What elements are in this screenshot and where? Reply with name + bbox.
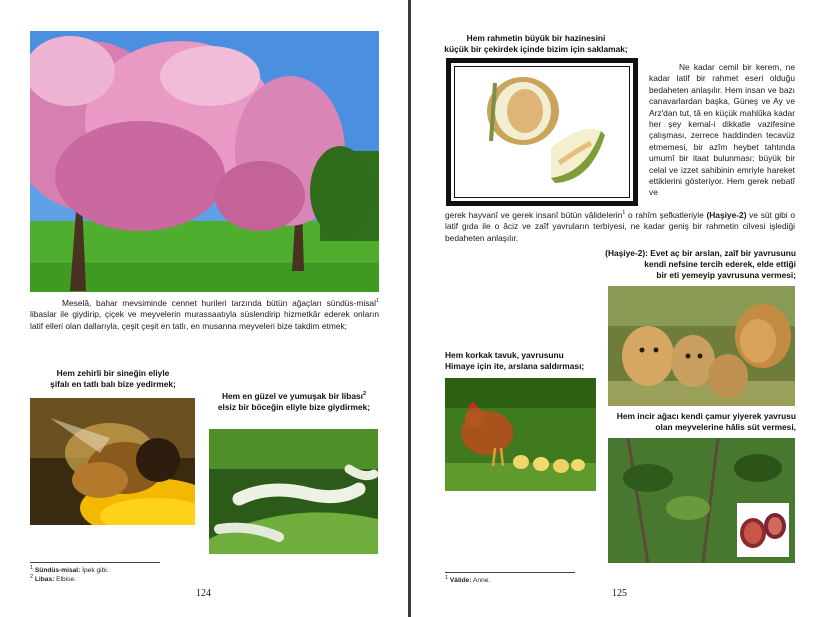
mercy-paragraph-full-b: o rahîm şefkatleriyle <box>625 210 707 220</box>
bee-caption-line1: Hem zehirli bir sineğin eliyle <box>56 368 170 378</box>
footnote-1-text: İpek gibi. <box>80 567 109 574</box>
hen-chicks-photo <box>445 378 596 491</box>
footnote-rule-left <box>30 562 160 563</box>
spring-paragraph <box>30 298 379 332</box>
silkworm-photo <box>209 429 378 554</box>
footnote-ref-2[interactable]: 2 <box>362 391 367 398</box>
footnote-rule-right <box>445 572 575 573</box>
footnote-valide-text: Anne. <box>471 577 491 584</box>
spring-paragraph-text-a: Meselâ, bahar mevsiminde cennet hurileri tarzında bütün ağaçları sündüs-misal <box>62 298 376 308</box>
blossom-trees-photo <box>30 31 379 292</box>
bee-caption <box>28 368 198 390</box>
left-page <box>0 0 408 617</box>
mercy-paragraph-column-text: Ne kadar cemil bir kerem, ne kadar latif bir rahmet eseri olduğu bedaheten anlaşılır. Hem insan ve bazı canavarlardan başka, Güneş ve Ay ve Arz'dan tut, tâ en küçük mahlûka kadar her şey kemal-i dikkatle vazifesine çalışması, zerrece haddinden tecavüz etmemesi, bir azîm heybet tahtında umumî bir itaat bulunması; büyük bir celal ve izzet sahibinin emriyle hareket ettiklerini gösteriyor. Hem gerek nebatî ve <box>649 62 795 198</box>
bee-photo <box>30 398 195 525</box>
footnote-2-mark: 2 <box>30 573 34 580</box>
melon-photo <box>451 63 633 201</box>
seed-caption <box>431 33 641 55</box>
silkworm-caption-line1-text: Hem en güzel ve yumuşak bir libası <box>221 391 363 401</box>
footnote-valide-mark: 1 <box>445 574 449 581</box>
fig-caption-line1: Hem incir ağacı kendi çamur yiyerek yavrusu <box>616 411 796 421</box>
lion-caption-line2: kendi nefsine tercih ederek, elde ettiği <box>644 259 796 270</box>
silkworm-caption-line2: elsiz bir böceğin eliyle bize giydirmek; <box>217 402 371 413</box>
hen-caption-line1: Hem korkak tavuk, yavrusunu <box>445 350 564 360</box>
hasiye-2-ref[interactable]: (Haşiye-2) <box>706 210 747 220</box>
fig-caption-line2: olan meyvelerine hâlis süt vermesi, <box>655 422 796 433</box>
spring-paragraph-text-b: libaslar ile giydirip, çiçek ve meyvelerin murassaatıyla süslendirip hizmetkâr ederek onların latif elleri olan dallarıyla, çeşit çeşit en tatlı, en musanna meyveleri bize takdim etmek; <box>30 309 379 331</box>
hen-caption <box>445 350 615 372</box>
lion-caption-line1: (Haşiye-2): Evet aç bir arslan, zaîf bir yavrusunu <box>605 248 796 258</box>
footnote-1-right <box>445 576 490 585</box>
silkworm-caption <box>210 391 378 413</box>
page-number-right: 125 <box>612 588 627 599</box>
footnote-1-term: Sündüs-misal: <box>34 567 81 574</box>
page-number-left: 124 <box>196 588 211 599</box>
footnote-1-left <box>30 566 109 575</box>
lion-caption <box>591 248 796 282</box>
mercy-paragraph-full-a: gerek hayvanî ve gerek insanî bütün vâlidelerin <box>445 210 623 220</box>
seed-caption-line2: küçük bir çekirdek içinde bizim için saklamak; <box>444 44 628 55</box>
footnote-2-text: Elbise. <box>54 576 76 583</box>
footnote-ref-valide[interactable]: 1 <box>622 210 626 217</box>
lions-photo <box>608 286 795 406</box>
silkworm-caption-line1 <box>210 391 378 402</box>
footnote-1-mark: 1 <box>30 564 34 571</box>
hen-caption-line2: Himaye için ite, arslana saldırması; <box>445 361 585 372</box>
fig-tree-photo <box>608 438 795 563</box>
bee-caption-line2: şifalı en tatlı balı bize yedirmek; <box>50 379 176 390</box>
mercy-paragraph-full-c: ve süt gibi o latif gıda ile o âciz ve zaîf yavruların terbiyesi, ne kadar geniş bir rahmetin cilvesi işlediği bedaheten anlaşılır. <box>445 210 795 243</box>
footnote-2-left <box>30 575 76 584</box>
footnote-valide-term: Vâlide: <box>449 577 472 584</box>
mercy-paragraph-column <box>649 62 795 199</box>
footnote-ref-1[interactable]: 1 <box>375 298 379 305</box>
melon-photo-frame <box>446 58 638 206</box>
lion-caption-line3: bir eti yemeyip yavrusuna vermesi; <box>656 270 796 281</box>
right-page <box>411 0 820 617</box>
fig-caption <box>591 411 796 433</box>
mercy-paragraph-full <box>445 210 795 244</box>
footnote-2-term: Libas: <box>34 576 55 583</box>
seed-caption-line1: Hem rahmetin büyük bir hazinesini <box>466 33 606 43</box>
